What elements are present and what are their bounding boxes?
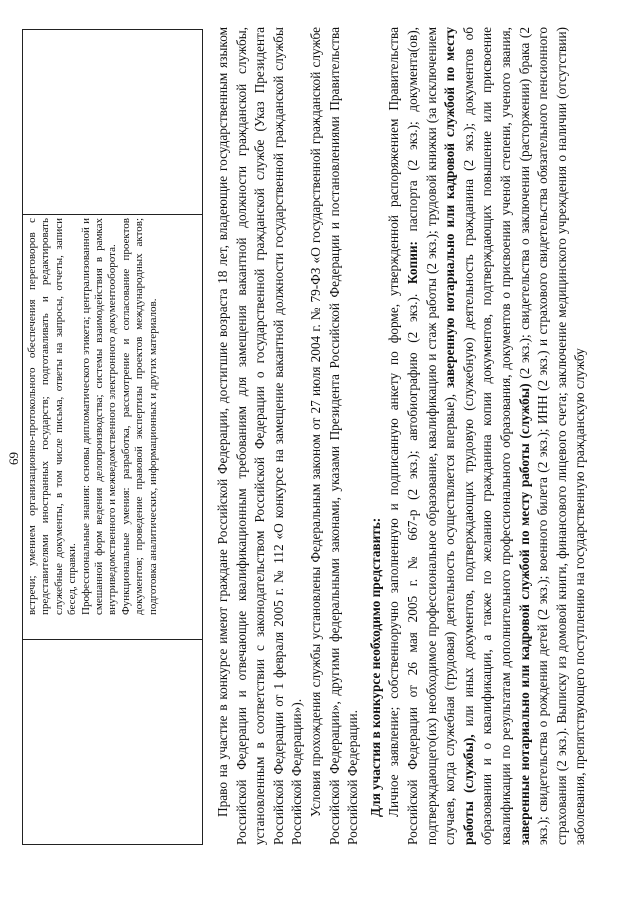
documents-bold: заверенную нотариально или кадровой службой по месту работы (службы),	[442, 27, 476, 845]
paragraph-documents	[385, 27, 590, 845]
documents-text: Личное заявление; собственноручно заполненную и подписанную анкету по форме, утвержденной распоряжением Правительства Российской Федерации от 26 мая 2005 г. № 667-р (2 экз.); автобиографию (2 экз.).	[386, 27, 420, 845]
body-text	[214, 27, 590, 845]
table-cell-line: встречи; умением организационно-протокольного обеспечения переговоров с представителями иностранных государств; подготавливать и редактировать служебные документы, в том числе письма, ответы на запросы, отчеты, записи бесед, справки.	[26, 218, 79, 615]
documents-bold: заверенные нотариально или кадровой службой по месту работы (службы)	[516, 383, 532, 845]
table-cell-text	[26, 210, 199, 623]
section-heading: Для участия в конкурсе необходимо представить:	[367, 517, 383, 817]
paragraph-service-conditions: Условия прохождения службы установлены Федеральным законом от 27 июля 2004 г. № 79-ФЗ «О государственной гражданской службе Российской Федерации», другими федеральными законами, указами Президента Российской Федерации и постановлениями Правительства Российской Федерации.	[307, 27, 361, 845]
table-fragment	[22, 29, 203, 845]
documents-text: или иных документов, подтверждающих трудовую (служебную) деятельность гражданина (2 экз.); документов об образовании и о квалификации, а также по желанию гражданина копии документов, подтверждающих повышение или присвоение квалификации по результатам дополнительного профессионального образования, документов о присвоении ученой степени, ученого звания,	[460, 27, 513, 845]
page-number: 69	[6, 452, 21, 465]
documents-text: паспорта (2 экз.); документа(ов), подтверждающего(их) необходимое профессиональное образование, квалификацию и стаж работы (2 экз.); трудовой книжки (за исключением случаев, когда служебная (трудовая) деятельность осуществляется впервые),	[404, 27, 458, 845]
paragraph-eligibility: Право на участие в конкурсе имеют граждане Российской Федерации, достигшие возраста 18 лет, владеющие государственным языком Российской Федерации и отвечающие квалификационным требованиям для замещения вакантной должности гражданской службы, установленным в соответствии с законодательством Российской Федерации о государственной гражданской службе (Указ Президента Российской Федерации от 1 февраля 2005 г. № 112 «О конкурсе на замещение вакантной должности государственной гражданской службы Российской Федерации»).	[215, 27, 305, 845]
table-cell-line: Профессиональные знания: основы дипломатического этикета; централизованной и смешанной форм ведения делопроизводства; системы взаимодействия в рамках внутриведомственного и межведомственного электронного документооборота.	[79, 218, 119, 615]
table-cell-line: Функциональные умения: разработка, рассмотрение и согласование проектов документов; проведение правовой экспертизы проектов международных актов; подготовка аналитических, информационных и других материалов.	[119, 218, 159, 615]
documents-text: (2 экз.); свидетельства о заключении (расторжении) брака (2 экз.); свидетельства о рождении детей (2 экз.); военного билета (2 экз.); ИНН (2 экз.) и страхового свидетельства обязательного пенсионного страхования (2 экз.). Выписку из домовой книги, финансового лицевого счета; заключение медицинского учреждения о наличии (отсутствии) заболевания, препятствующего поступлению на государственную гражданскую службу	[516, 27, 588, 845]
documents-bold: Копии:	[404, 241, 420, 285]
table-column-divider	[23, 639, 202, 640]
